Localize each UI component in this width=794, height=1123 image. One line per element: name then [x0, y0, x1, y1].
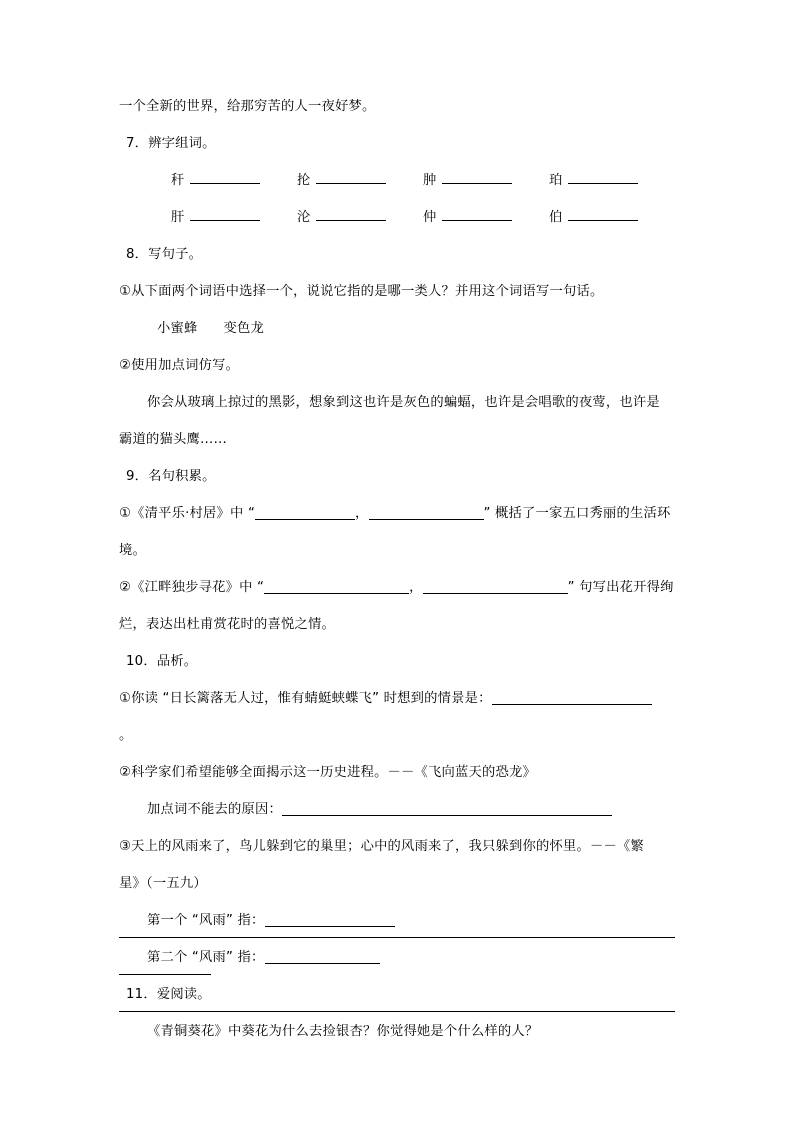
q7-answer-blank[interactable]	[442, 208, 512, 221]
q7-cell	[423, 199, 549, 236]
worksheet-content	[119, 88, 675, 1050]
q9-item-1-line-2: 境。	[119, 543, 146, 558]
question-10-heading: 10．品析。	[126, 654, 198, 669]
q10-item-1-line-1	[119, 680, 675, 717]
q9-item-2-line-2: 烂，表达出杜甫赏花时的喜悦之情。	[119, 617, 335, 632]
q8-example-line-1: 你会从玻璃上掠过的黑影，想象到这也许是灰色的蝙蝠，也许是会唱歌的夜莺，也许是	[147, 395, 660, 410]
q7-character-row-1	[119, 162, 675, 199]
q7-character: 沦	[297, 210, 311, 225]
q10-item-2-blank[interactable]	[282, 803, 612, 816]
q7-answer-blank[interactable]	[442, 171, 512, 184]
q9-item-1-text-a: ①《清平乐·村居》中 “	[119, 506, 256, 521]
q10-item-1-text: ①你读 “日长篱落无人过，惟有蜻蜓蛱蝶飞” 时想到的情景是：	[119, 691, 492, 706]
q10-item-3-first-blank[interactable]	[265, 914, 395, 927]
q8-item-2: ②使用加点词仿写。	[119, 358, 240, 373]
q11-answer-rule-3[interactable]	[119, 1011, 675, 1012]
q7-cell	[297, 162, 423, 199]
q7-answer-blank[interactable]	[568, 171, 638, 184]
q10-item-3-second-blank[interactable]	[265, 951, 380, 964]
q7-cell	[423, 162, 549, 199]
q7-answer-blank[interactable]	[316, 171, 386, 184]
q7-character: 肝	[171, 210, 185, 225]
q10-item-2-sub	[119, 791, 675, 828]
q8-choices-group	[157, 310, 290, 347]
q11-answer-rule-3-wrap	[119, 1011, 675, 1012]
q10-item-3-second-text: 第二个 “风雨” 指：	[147, 950, 265, 965]
q9-item-2-line-1	[119, 569, 675, 606]
q8-choice-2: 变色龙	[223, 321, 264, 336]
q8-item-1: ①从下面两个词语中选择一个，说说它指的是哪一类人？并用这个词语写一句话。	[119, 284, 604, 299]
q7-character: 珀	[549, 173, 563, 188]
q10-item-3-first-text: 第一个 “风雨” 指：	[147, 913, 265, 928]
q7-character: 秆	[171, 173, 185, 188]
q9-item-2-blank-2[interactable]	[423, 581, 568, 594]
q7-character-row-2	[119, 199, 675, 236]
q9-item-2-blank-1[interactable]	[264, 581, 409, 594]
q9-item-2-text-c: ” 句写出花开得绚	[567, 580, 674, 595]
q9-item-1-blank-2[interactable]	[369, 507, 484, 520]
q7-character: 肿	[423, 173, 437, 188]
q7-answer-blank[interactable]	[568, 208, 638, 221]
q7-character: 仲	[423, 210, 437, 225]
question-9-heading: 9．名句积累。	[126, 469, 216, 484]
question-7-heading: 7．辨字组词。	[126, 136, 216, 151]
q8-example-line-2: 霸道的猫头鹰……	[119, 432, 227, 447]
q9-item-1-line-1	[119, 495, 675, 532]
q10-item-1-line-2: 。	[119, 728, 133, 743]
q10-item-3-second	[119, 939, 675, 976]
question-11-heading: 11．爱阅读。	[126, 987, 211, 1002]
carryover-sentence: 一个全新的世界，给那穷苦的人一夜好梦。	[119, 99, 376, 114]
q10-item-3-line-1: ③天上的风雨来了，鸟儿躲到它的巢里；心中的风雨来了，我只躲到你的怀里。－－《繁	[119, 839, 645, 854]
q8-choices	[119, 310, 675, 347]
q7-character: 抡	[297, 173, 311, 188]
q7-answer-blank[interactable]	[190, 171, 260, 184]
q11-answer-rule-2-wrap	[119, 974, 675, 975]
q7-cell	[171, 199, 297, 236]
q10-item-3-line-2: 星》（一五九）	[119, 876, 207, 891]
q10-item-2: ②科学家们希望能够全面揭示这一历史进程。－－《飞向蓝天的恐龙》	[119, 765, 537, 780]
q9-item-1-comma: ，	[355, 506, 369, 521]
q7-cell	[549, 162, 675, 199]
q11-answer-rule-1-wrap	[119, 937, 675, 938]
q10-item-3-first	[119, 902, 675, 939]
q10-item-2-sub-text: 加点词不能去的原因：	[147, 802, 282, 817]
q7-cell	[171, 162, 297, 199]
q9-item-2-comma: ，	[409, 580, 423, 595]
q9-item-1-blank-1[interactable]	[255, 507, 355, 520]
q7-answer-blank[interactable]	[190, 208, 260, 221]
q7-cell	[297, 199, 423, 236]
q11-question-text: 《青铜葵花》中葵花为什么去捡银杏？你觉得她是个什么样的人？	[147, 1024, 539, 1039]
q11-answer-rule-1[interactable]	[119, 937, 675, 938]
q10-item-1-blank[interactable]	[492, 692, 652, 705]
q11-answer-rule-2[interactable]	[119, 974, 211, 975]
q9-item-1-text-c: ” 概括了一家五口秀丽的生活环	[483, 506, 671, 521]
q7-cell	[549, 199, 675, 236]
q8-choice-1: 小蜜蜂	[157, 321, 198, 336]
q9-item-2-text-a: ②《江畔独步寻花》中 “	[119, 580, 265, 595]
q7-answer-blank[interactable]	[316, 208, 386, 221]
question-8-heading: 8．写句子。	[126, 247, 203, 262]
q7-character: 伯	[549, 210, 563, 225]
